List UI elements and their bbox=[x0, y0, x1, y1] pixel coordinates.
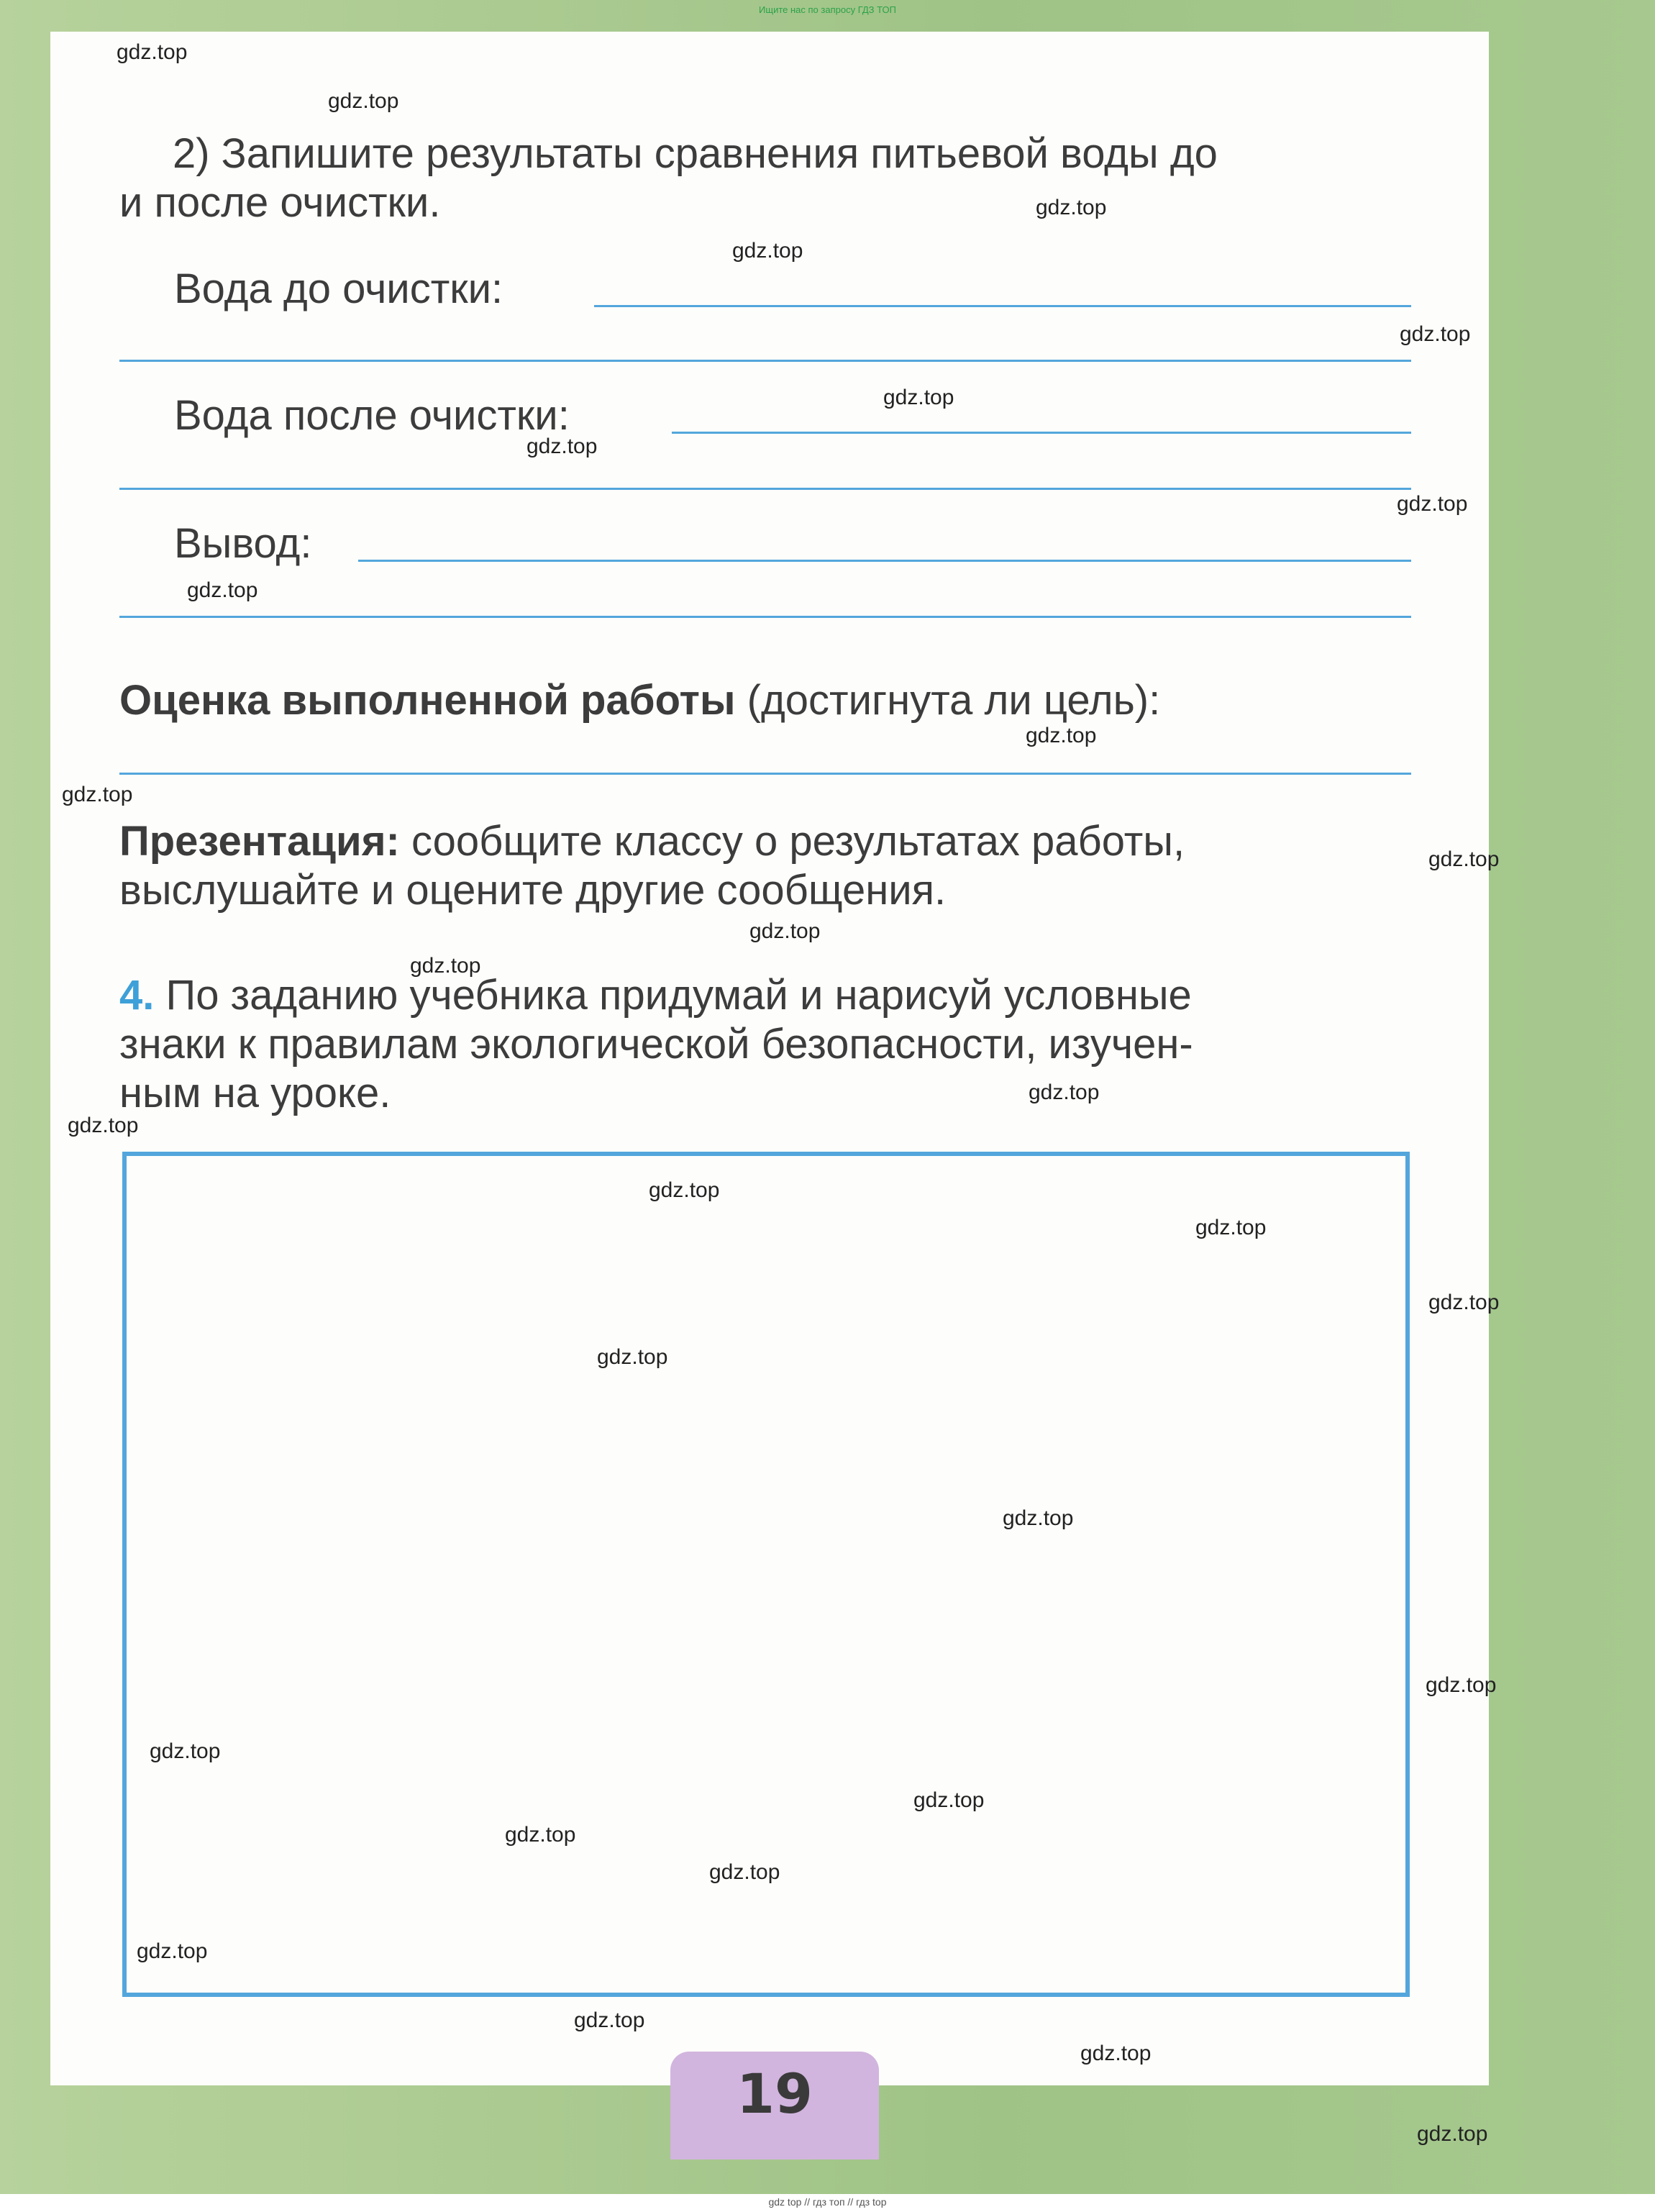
presentation-line1 bbox=[119, 817, 1185, 865]
watermark: gdz.top bbox=[505, 1823, 576, 1847]
watermark: gdz.top bbox=[1026, 724, 1097, 747]
watermark: gdz.top bbox=[187, 578, 258, 602]
watermark: gdz.top bbox=[150, 1739, 221, 1763]
watermark: gdz.top bbox=[649, 1178, 720, 1202]
answer-line-before[interactable] bbox=[594, 305, 1411, 307]
watermark: gdz.top bbox=[1428, 847, 1500, 871]
watermark: gdz.top bbox=[526, 434, 598, 458]
watermark: gdz.top bbox=[62, 783, 133, 806]
task4-line2: знаки к правилам экологической безопасности, изучен- bbox=[119, 1021, 1193, 1068]
watermark: gdz.top bbox=[1003, 1506, 1074, 1530]
evaluation-rest: (достигнута ли цель): bbox=[747, 677, 1161, 724]
watermark: gdz.top bbox=[137, 1939, 208, 1963]
conclusion-label: Вывод: bbox=[174, 520, 312, 567]
watermark: gdz.top bbox=[749, 919, 821, 943]
watermark: gdz.top bbox=[574, 2008, 645, 2032]
evaluation-text bbox=[119, 676, 1160, 724]
page-number: 19 bbox=[737, 2062, 813, 2126]
before-label: Вода до очистки: bbox=[174, 265, 503, 312]
task4-line3: ным на уроке. bbox=[119, 1070, 391, 1116]
watermark: gdz.top bbox=[1195, 1216, 1267, 1239]
watermark: gdz.top bbox=[1029, 1080, 1100, 1104]
watermark: gdz.top bbox=[1426, 1673, 1497, 1697]
watermark: gdz.top bbox=[1400, 322, 1471, 346]
answer-line-before-2[interactable] bbox=[119, 360, 1411, 362]
watermark: gdz.top bbox=[913, 1788, 985, 1812]
presentation-rest1: сообщите классу о результатах работы, bbox=[411, 818, 1185, 865]
watermark: gdz.top bbox=[68, 1114, 139, 1137]
watermark: gdz.top bbox=[1080, 2042, 1152, 2065]
watermark: gdz.top bbox=[732, 239, 803, 263]
watermark: gdz.top bbox=[709, 1860, 780, 1884]
watermark: gdz.top bbox=[883, 386, 954, 409]
task4-text1: По заданию учебника придумай и нарисуй условные bbox=[165, 972, 1192, 1019]
watermark: gdz.top bbox=[597, 1345, 668, 1369]
answer-line-after[interactable] bbox=[672, 432, 1411, 434]
answer-line-conclusion-2[interactable] bbox=[119, 616, 1411, 618]
watermark: gdz.top bbox=[1417, 2122, 1488, 2146]
after-label: Вода после очистки: bbox=[174, 392, 570, 439]
task4-number: 4. bbox=[119, 972, 155, 1019]
watermark: gdz.top bbox=[410, 954, 481, 978]
bottom-banner: gdz top // гдз топ // гдз top bbox=[0, 2194, 1655, 2212]
watermark: gdz.top bbox=[1397, 492, 1468, 516]
task2-line1: 2) Запишите результаты сравнения питьевой воды до bbox=[173, 130, 1218, 177]
task4-line1 bbox=[119, 971, 1192, 1019]
answer-line-after-2[interactable] bbox=[119, 488, 1411, 490]
answer-line-conclusion[interactable] bbox=[358, 560, 1411, 562]
presentation-bold: Презентация: bbox=[119, 818, 400, 865]
evaluation-bold: Оценка выполненной работы bbox=[119, 677, 736, 724]
watermark: gdz.top bbox=[1036, 196, 1107, 219]
watermark: gdz.top bbox=[328, 89, 399, 113]
top-banner: Ищите нас по запросу ГДЗ ТОП bbox=[759, 4, 896, 15]
answer-line-evaluation[interactable] bbox=[119, 773, 1411, 775]
watermark: gdz.top bbox=[1428, 1291, 1500, 1314]
task2-line2: и после очистки. bbox=[119, 179, 441, 226]
watermark: gdz.top bbox=[117, 40, 188, 64]
presentation-line2: выслушайте и оцените другие сообщения. bbox=[119, 867, 947, 914]
